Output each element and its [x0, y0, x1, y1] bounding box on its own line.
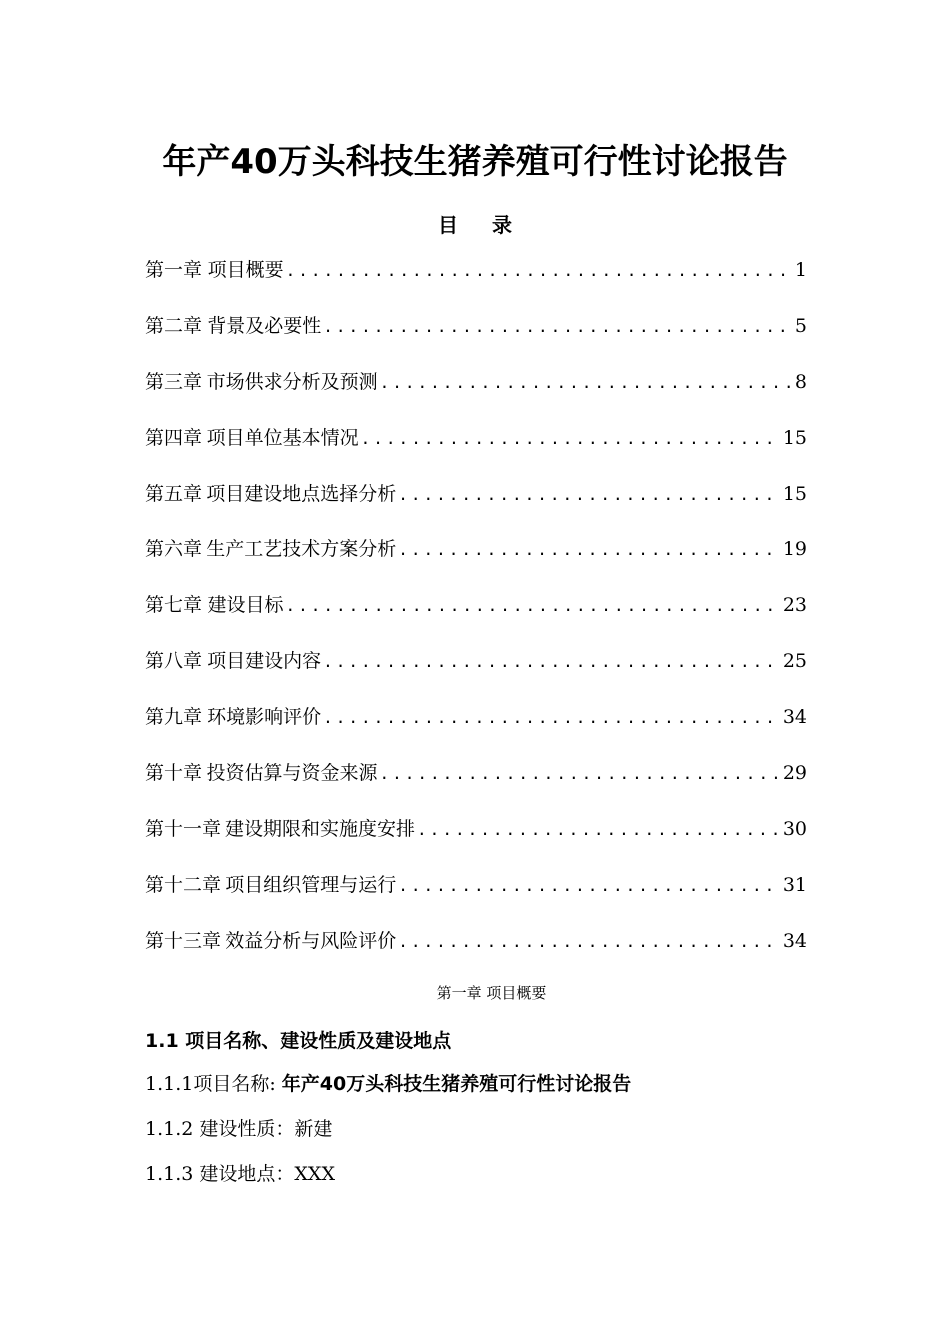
toc-heading-left: 目	[438, 213, 458, 237]
toc-leader	[398, 868, 781, 904]
toc-entry[interactable]	[145, 643, 807, 699]
toc-entry[interactable]	[145, 420, 807, 476]
item-label: 1.1.1项目名称:	[145, 1073, 276, 1095]
toc-chapter: 第七章	[145, 594, 203, 617]
toc-leader	[398, 477, 781, 513]
toc-leader	[286, 253, 793, 289]
toc-heading	[0, 210, 950, 240]
toc-title: 市场供求分析及预测	[206, 370, 378, 393]
toc-entry[interactable]	[145, 867, 807, 923]
toc-page-number: 25	[782, 650, 807, 673]
toc-chapter: 第十一章	[145, 817, 222, 840]
toc-leader	[417, 812, 781, 848]
toc-page-number: 31	[782, 873, 807, 896]
toc-entry[interactable]	[145, 308, 807, 364]
item-value: XXX	[294, 1163, 335, 1185]
toc-chapter: 第六章	[145, 538, 203, 561]
toc-title: 项目概要	[207, 259, 284, 281]
toc-page-number: 15	[782, 482, 807, 505]
toc-page-number: 34	[782, 706, 807, 729]
document-title: 年产40万头科技生猪养殖可行性讨论报告	[162, 142, 788, 182]
toc-entry[interactable]	[145, 755, 807, 811]
toc-leader	[398, 532, 781, 568]
toc-title: 投资估算与资金来源	[206, 762, 378, 785]
toc-title: 项目建设地点选择分析	[206, 482, 397, 505]
toc-page-number: 15	[782, 426, 807, 449]
item-label: 1.1.3 建设地点：	[145, 1163, 295, 1185]
toc-page-number: 34	[782, 929, 807, 952]
toc-chapter: 第九章	[145, 706, 203, 729]
toc-title: 生产工艺技术方案分析	[206, 538, 397, 561]
toc-title: 建设期限和实施度安排	[225, 817, 416, 840]
toc-chapter: 第一章	[145, 259, 203, 281]
toc-entry[interactable]	[145, 811, 807, 867]
toc-leader	[285, 588, 780, 624]
toc-leader	[398, 924, 781, 960]
toc-chapter: 第二章	[145, 314, 203, 337]
toc-entry[interactable]	[145, 699, 807, 755]
toc-heading-right: 录	[492, 213, 512, 237]
chapter-heading: 第一章 项目概要	[436, 984, 547, 1002]
toc-title: 建设目标	[207, 594, 284, 617]
toc-title: 项目单位基本情况	[206, 426, 359, 449]
section-heading: 1.1 项目名称、建设性质及建设地点	[145, 1030, 452, 1052]
construction-location-line	[145, 1159, 335, 1189]
toc-entry[interactable]	[145, 476, 807, 532]
toc-leader	[323, 309, 793, 345]
toc-leader	[380, 365, 793, 401]
toc-entry[interactable]	[145, 364, 807, 420]
toc-page-number: 5	[794, 314, 807, 337]
toc-chapter: 第十三章	[145, 929, 222, 952]
toc-chapter: 第三章	[145, 370, 203, 393]
toc-title: 环境影响评价	[207, 706, 322, 729]
toc-page-number: 23	[782, 594, 807, 617]
toc-chapter: 第八章	[145, 650, 203, 673]
toc-page-number: 29	[782, 762, 807, 785]
toc-title: 效益分析与风险评价	[225, 929, 397, 952]
toc-leader	[323, 644, 781, 680]
toc-chapter: 第十二章	[145, 873, 222, 896]
toc-chapter: 第四章	[145, 426, 203, 449]
toc-page-number: 1	[794, 259, 807, 281]
project-name-line	[145, 1069, 631, 1099]
toc-chapter: 第五章	[145, 482, 203, 505]
table-of-contents	[145, 252, 807, 979]
toc-entry[interactable]	[145, 587, 807, 643]
item-label: 1.1.2 建设性质：	[145, 1118, 295, 1140]
toc-entry[interactable]	[145, 531, 807, 587]
toc-title: 项目建设内容	[207, 650, 322, 673]
toc-title: 背景及必要性	[207, 314, 322, 337]
toc-chapter: 第十章	[145, 762, 203, 785]
item-value: 年产40万头科技生猪养殖可行性讨论报告	[281, 1073, 632, 1095]
toc-page-number: 8	[794, 370, 807, 393]
toc-leader	[361, 421, 781, 457]
toc-title: 项目组织管理与运行	[225, 873, 397, 896]
toc-page-number: 19	[782, 538, 807, 561]
item-value: 新建	[294, 1118, 333, 1140]
toc-entry[interactable]	[145, 252, 807, 308]
toc-entry[interactable]	[145, 923, 807, 979]
toc-leader	[323, 700, 781, 736]
toc-page-number: 30	[782, 817, 807, 840]
construction-nature-line	[145, 1114, 332, 1144]
toc-leader	[379, 756, 780, 792]
